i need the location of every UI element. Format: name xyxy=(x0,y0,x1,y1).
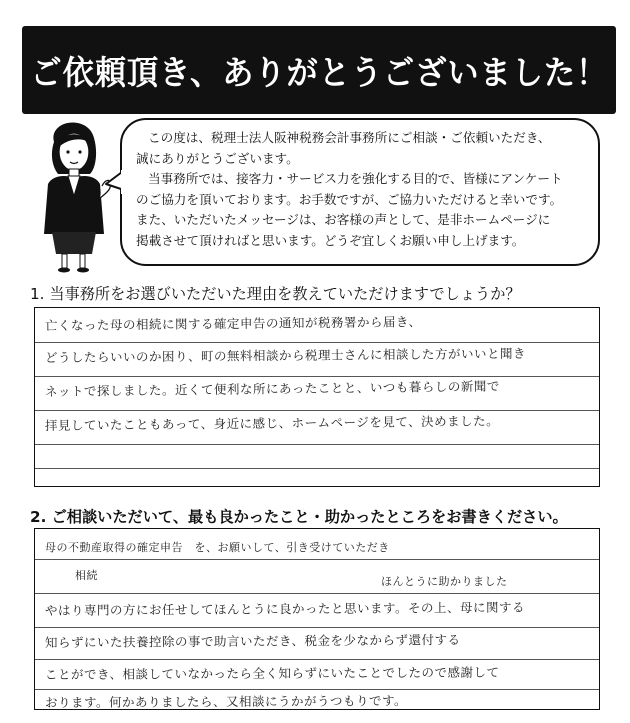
q2-answer-line-4: やはり専門の方にお任せしてほんとうに良かったと思います。その上、母に関する xyxy=(44,599,526,618)
q2-answer-line-2: 相続 xyxy=(75,569,98,582)
answer-rule xyxy=(35,342,599,343)
banner-title: ご依頼頂き、ありがとうございました！ xyxy=(30,52,608,92)
answer-rule xyxy=(35,444,599,445)
bubble-tail-icon xyxy=(104,170,128,194)
intro-line-2: 誠にありがとうございます。 xyxy=(136,150,299,166)
intro-line-4: のご協力を頂いております。お手数ですが、ご協力いただけると幸いです。 xyxy=(136,191,563,207)
answer-rule xyxy=(35,559,599,560)
intro-line-3: 当事務所では、接客力・サービス力を強化する目的で、皆様にアンケート xyxy=(148,171,563,186)
intro-text xyxy=(136,128,586,251)
intro-line-6: 掲載させて頂ければと思います。どうぞ宜しくお願い申し上げます。 xyxy=(136,232,525,248)
q2-answer-line-5: 知らずにいた扶養控除の事で助言いただき、税金を少なからず還付する xyxy=(44,632,461,650)
answer-rule xyxy=(35,468,599,469)
question-2-label: 2. ご相談いただいて、最も良かったこと・助かったところをお書きください。 xyxy=(30,508,568,526)
q2-answer-line-1: 母の不動産取得の確定申告 を、お願いして、引き受けていただき xyxy=(45,541,390,554)
q2-answer-line-3: ほんとうに助かりました xyxy=(381,575,508,588)
answer-rule xyxy=(35,593,599,594)
question-1-label: 1. 当事務所をお選びいただいた理由を教えていただけますでしょうか？ xyxy=(30,285,521,303)
answer-rule xyxy=(35,659,599,660)
intro-line-1: この度は、税理士法人阪神税務会計事務所にご相談・ご依頼いただき、 xyxy=(148,130,551,145)
answer-rule xyxy=(35,689,599,690)
title-banner xyxy=(22,26,616,114)
intro-speech-bubble xyxy=(120,118,600,266)
question-1-answer-box xyxy=(34,307,600,487)
q1-answer-line-1: 亡くなった母の相続に関する確定申告の通知が税務署から届き、 xyxy=(44,314,422,333)
answer-rule xyxy=(35,627,599,628)
q2-answer-line-6: ことができ、相談していなかったら全く知らずにいたことでしたので感謝して xyxy=(44,664,500,682)
question-2-answer-box xyxy=(34,528,600,710)
intro-line-5: また、いただいたメッセージは、お客様の声として、是非ホームページに xyxy=(136,212,551,227)
answer-rule xyxy=(35,410,599,411)
answer-rule xyxy=(35,376,599,377)
q1-answer-line-2: どうしたらいいのか困り、町の無料相談から税理士さんに相談した方がいいと聞き xyxy=(44,345,527,365)
q2-answer-line-7: おります。何かありましたら、又相談にうかがうつもりです。 xyxy=(44,693,408,710)
q1-answer-line-4: 拝見していたこともあって、身近に感じ、ホームページを見て、決めました。 xyxy=(44,413,500,433)
q1-answer-line-3: ネットで探しました。近くて便利な所にあったことと、いつも暮らしの新聞で xyxy=(44,378,500,399)
